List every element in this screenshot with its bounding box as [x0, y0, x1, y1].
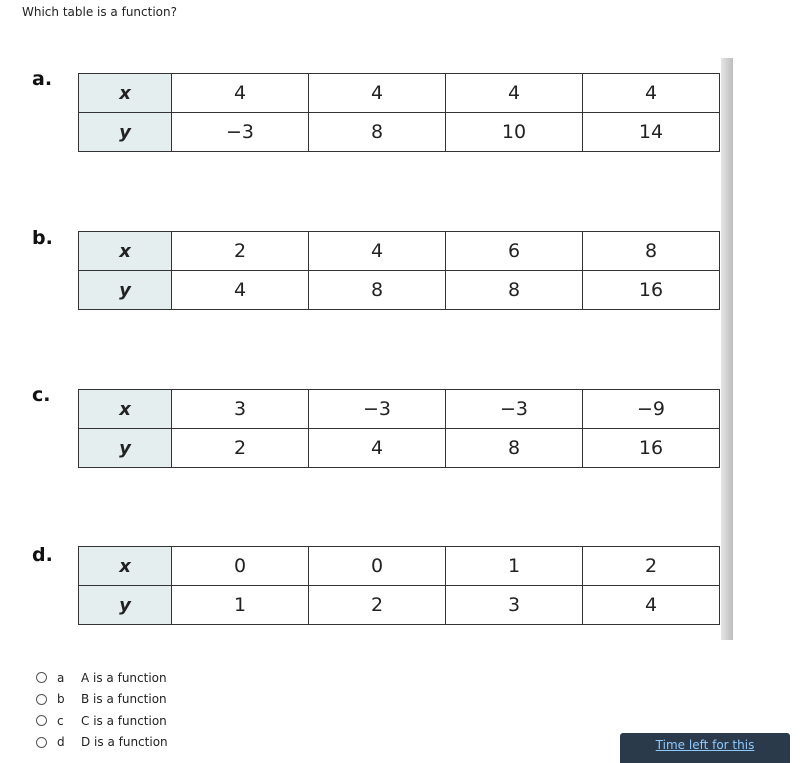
question-text: Which table is a function?	[22, 5, 177, 19]
choice-letter: d	[57, 735, 65, 750]
x-header: x	[79, 232, 172, 271]
table-cell: 2	[583, 547, 720, 586]
table-row	[79, 429, 720, 468]
table-cell: 2	[172, 429, 309, 468]
table-b	[78, 231, 720, 310]
time-left-button[interactable]: Time left for this	[620, 733, 790, 763]
table-cell: 2	[172, 232, 309, 271]
table-cell: 4	[309, 429, 446, 468]
tables-figure	[20, 58, 733, 640]
table-row	[79, 547, 720, 586]
y-header: y	[79, 271, 172, 310]
x-header: x	[79, 74, 172, 113]
choice-text: C is a function	[81, 713, 167, 728]
table-cell: 8	[583, 232, 720, 271]
radio-button[interactable]	[36, 694, 47, 705]
table-cell: 4	[172, 74, 309, 113]
table-b-letter: b.	[32, 227, 53, 249]
choice-letter: c	[57, 713, 64, 728]
table-cell: 4	[583, 586, 720, 625]
table-cell: 3	[172, 390, 309, 429]
table-a	[78, 73, 720, 152]
choice-text: A is a function	[81, 670, 167, 685]
radio-button[interactable]	[36, 715, 47, 726]
choice-b[interactable]	[36, 689, 168, 711]
answer-choices	[36, 667, 168, 753]
table-cell: 2	[309, 586, 446, 625]
table-cell: 8	[309, 113, 446, 152]
y-header: y	[79, 429, 172, 468]
table-cell: −9	[583, 390, 720, 429]
table-cell: 0	[309, 547, 446, 586]
choice-letter: b	[57, 692, 65, 707]
table-row	[79, 113, 720, 152]
table-row	[79, 271, 720, 310]
table-row	[79, 586, 720, 625]
radio-button[interactable]	[36, 737, 47, 748]
table-cell: 16	[583, 429, 720, 468]
y-header: y	[79, 586, 172, 625]
table-cell: 16	[583, 271, 720, 310]
table-row	[79, 390, 720, 429]
table-cell: 4	[309, 74, 446, 113]
table-cell: −3	[446, 390, 583, 429]
table-row	[79, 74, 720, 113]
table-row	[79, 232, 720, 271]
table-cell: 8	[446, 271, 583, 310]
choice-c[interactable]	[36, 710, 168, 732]
table-c	[78, 389, 720, 468]
table-cell: 4	[172, 271, 309, 310]
y-header: y	[79, 113, 172, 152]
table-cell: 0	[172, 547, 309, 586]
table-a-letter: a.	[32, 68, 53, 90]
table-cell: 4	[446, 74, 583, 113]
choice-text: D is a function	[81, 735, 168, 750]
table-cell: 1	[446, 547, 583, 586]
choice-letter: a	[57, 670, 65, 685]
table-cell: 6	[446, 232, 583, 271]
radio-button[interactable]	[36, 672, 47, 683]
table-cell: 1	[172, 586, 309, 625]
choice-d[interactable]	[36, 732, 168, 754]
table-cell: −3	[172, 113, 309, 152]
table-d	[78, 546, 720, 625]
table-cell: 8	[446, 429, 583, 468]
choice-a[interactable]	[36, 667, 168, 689]
table-cell: 4	[583, 74, 720, 113]
figure-shadow	[721, 58, 733, 640]
table-c-letter: c.	[32, 384, 51, 406]
table-cell: 3	[446, 586, 583, 625]
table-cell: −3	[309, 390, 446, 429]
table-cell: 10	[446, 113, 583, 152]
x-header: x	[79, 547, 172, 586]
table-cell: 14	[583, 113, 720, 152]
choice-text: B is a function	[81, 692, 167, 707]
table-cell: 8	[309, 271, 446, 310]
x-header: x	[79, 390, 172, 429]
table-cell: 4	[309, 232, 446, 271]
table-d-letter: d.	[32, 544, 53, 566]
